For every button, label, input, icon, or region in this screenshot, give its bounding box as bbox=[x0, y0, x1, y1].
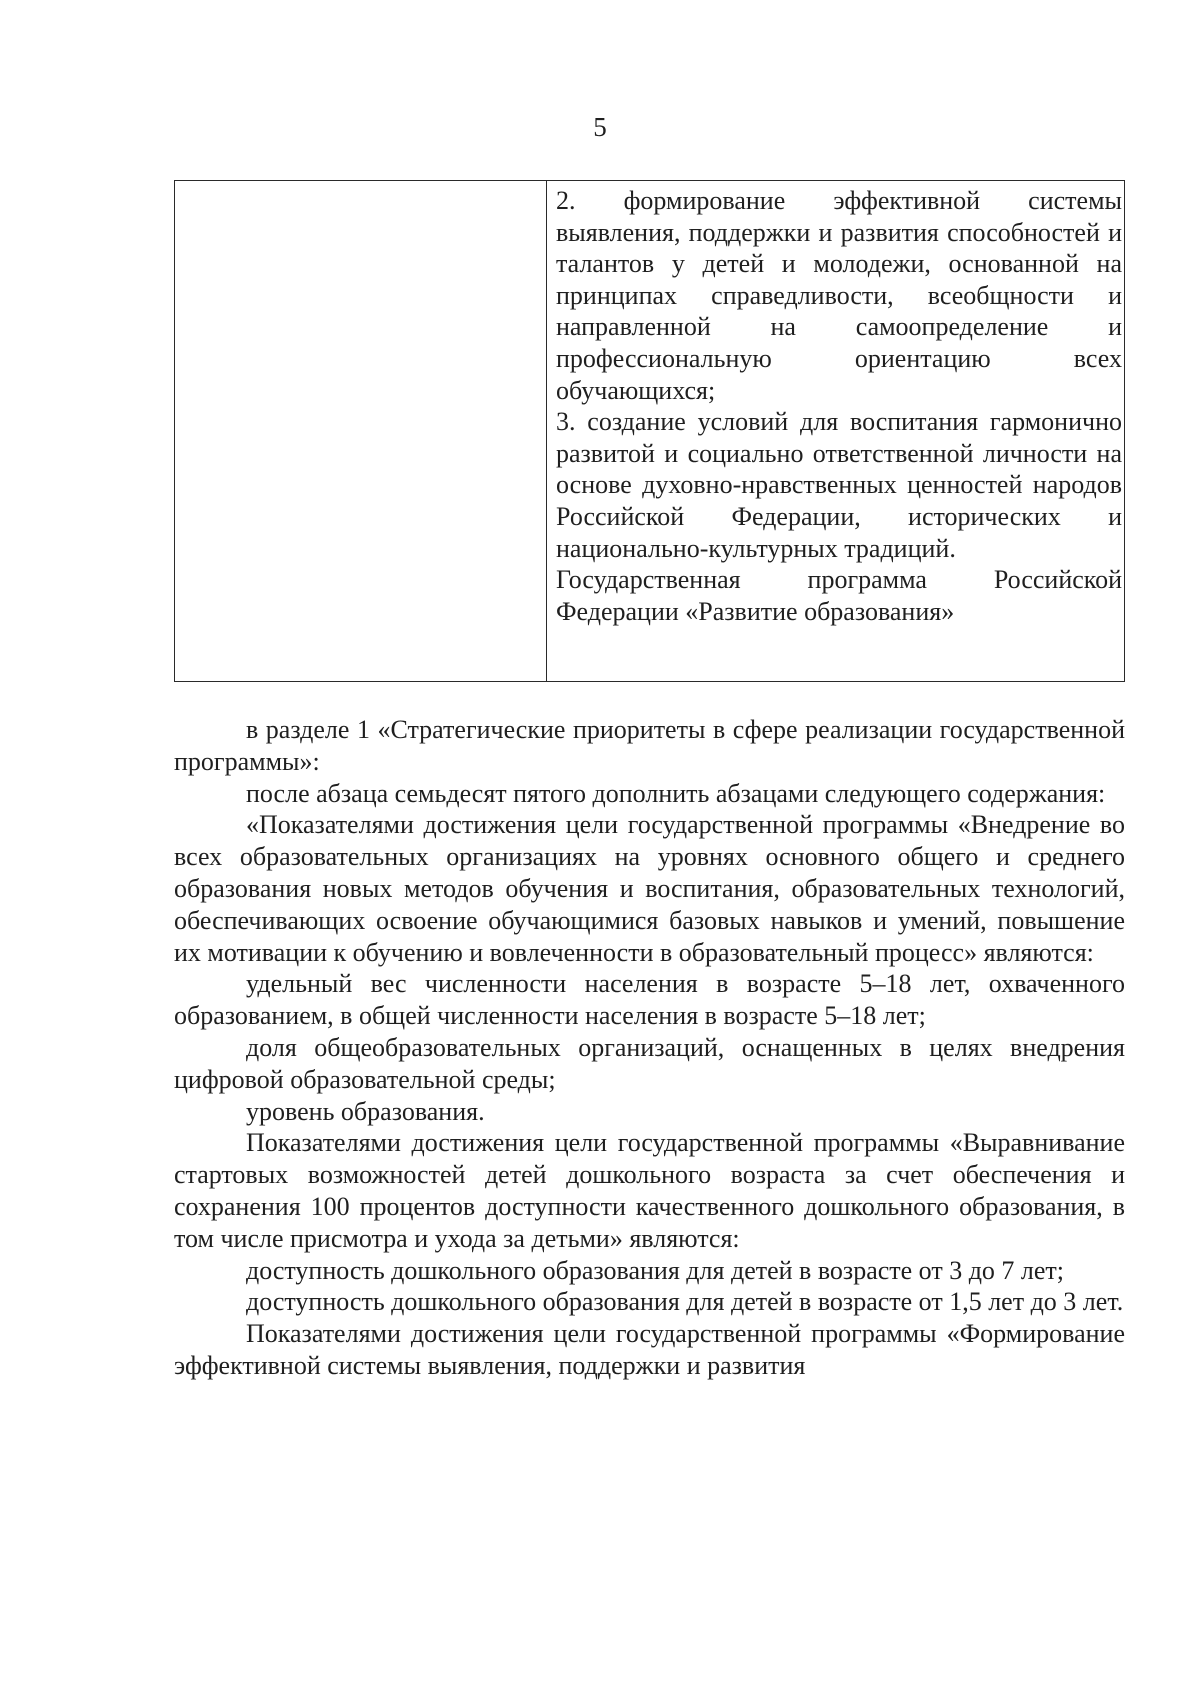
paragraph: доля общеобразовательных организаций, оснащенных в целях внедрения цифровой образовательной среды; bbox=[174, 1032, 1125, 1094]
table-cell-goals bbox=[556, 185, 1122, 627]
paragraph: доступность дошкольного образования для детей в возрасте от 1,5 лет до 3 лет. bbox=[246, 1287, 1124, 1317]
paragraph: в разделе 1 «Стратегические приоритеты в сфере реализации государственной программы»: bbox=[174, 715, 1125, 776]
paragraph: уровень образования. bbox=[246, 1096, 485, 1126]
paragraph: Показателями достижения цели государственной программы «Формирование эффективной системы выявления, поддержки и развития bbox=[174, 1319, 1125, 1380]
goal-item-2: 2. формирование эффективной системы выявления, поддержки и развития способностей и талантов у детей и молодежи, основанной на принципах справедливости, всеобщности и направленной на самоопределение и профессиональную ориентацию всех обучающихся; bbox=[556, 186, 1122, 405]
document-body bbox=[174, 714, 1125, 1382]
paragraph: доступность дошкольного образования для детей в возрасте от 3 до 7 лет; bbox=[246, 1255, 1065, 1285]
paragraph: после абзаца семьдесят пятого дополнить абзацами следующего содержания: bbox=[246, 778, 1106, 808]
program-reference: Государственная программа Российской Федерации «Развитие образования» bbox=[556, 565, 1122, 626]
page-number: 5 bbox=[593, 112, 607, 142]
paragraph: удельный вес численности населения в возрасте 5–18 лет, охваченного образованием, в общей численности населения в возрасте 5–18 лет; bbox=[174, 969, 1125, 1031]
goals-table bbox=[174, 180, 1125, 682]
goal-item-3: 3. создание условий для воспитания гармонично развитой и социально ответственной личности на основе духовно-нравственных ценностей народов Российской Федерации, исторических и национально-культурных традиций. bbox=[556, 407, 1122, 563]
paragraph: Показателями достижения цели государственной программы «Выравнивание стартовых возможностей детей дошкольного возраста за счет обеспечения и сохранения 100 процентов доступности качественного дошкольного образования, в том числе присмотра и ухода за детьми» являются: bbox=[174, 1128, 1125, 1253]
table-column-divider bbox=[546, 181, 547, 681]
paragraph: «Показателями достижения цели государственной программы «Внедрение во всех образовательных организациях на уровнях основного общего и среднего образования новых методов обучения и воспитания, образовательных технологий, обеспечивающих освоение обучающимися базовых навыков и умений, повышение их мотивации к обучению и вовлеченности в образовательный процесс» являются: bbox=[174, 810, 1125, 967]
